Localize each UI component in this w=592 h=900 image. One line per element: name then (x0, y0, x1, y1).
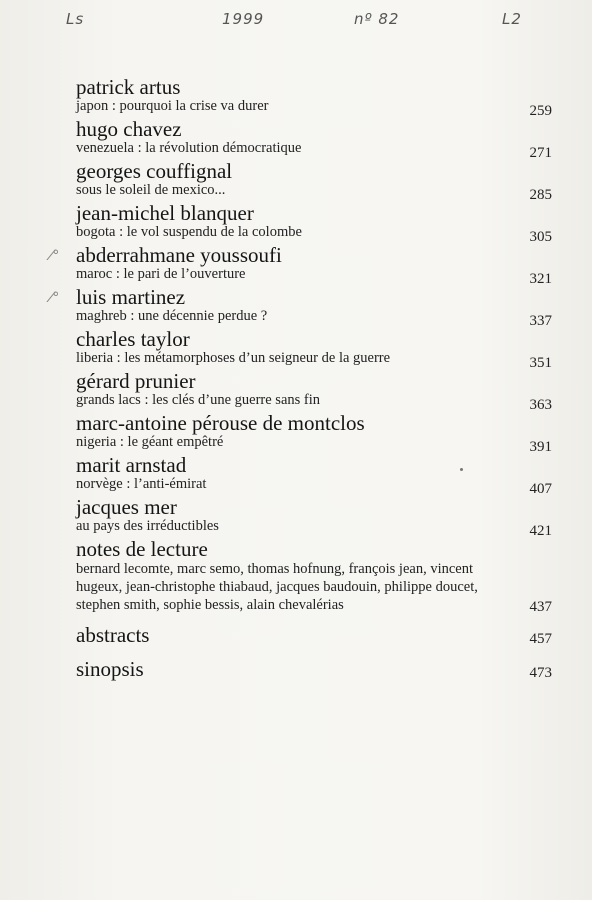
abstracts-heading: abstracts (76, 623, 150, 647)
toc-entry (76, 117, 552, 161)
sinopsis-heading: sinopsis (76, 657, 144, 681)
toc-title: maghreb : une décennie perdue ? (76, 308, 268, 324)
toc-entry-abstracts (76, 624, 552, 646)
toc-page-number: 457 (529, 631, 552, 647)
toc-title: nigeria : le géant empêtré (76, 434, 224, 450)
handwritten-note-c: nº 82 (354, 10, 400, 28)
toc-title: venezuela : la révolution démocratique (76, 140, 302, 156)
toc-title: maroc : le pari de l’ouverture (76, 266, 246, 282)
toc-entry (76, 201, 552, 245)
toc-author: georges couffignal (76, 159, 233, 183)
toc-title: bogota : le vol suspendu de la colombe (76, 224, 302, 240)
toc-page-number: 271 (529, 145, 552, 161)
toc-author: charles taylor (76, 327, 190, 351)
toc-page-number: 391 (529, 439, 552, 455)
paper-speck (460, 468, 463, 471)
toc-entry (76, 327, 552, 371)
margin-mark: ⁄° (50, 248, 60, 264)
toc-author: patrick artus (76, 75, 181, 99)
toc-page-number: 351 (529, 355, 552, 371)
notes-heading: notes de lecture (76, 537, 208, 561)
toc-page-number: 437 (529, 599, 552, 615)
toc-title: grands lacs : les clés d’une guerre sans fin (76, 392, 321, 408)
toc-entry (76, 369, 552, 413)
toc-author: luis martinez (76, 285, 186, 309)
toc-entry-sinopsis (76, 658, 552, 680)
margin-mark: ⁄° (50, 290, 60, 306)
toc-title: norvège : l’anti-émirat (76, 476, 207, 492)
toc-author: hugo chavez (76, 117, 182, 141)
toc-author: jacques mer (76, 495, 177, 519)
toc-page-number: 407 (529, 481, 552, 497)
toc-page-number: 421 (529, 523, 552, 539)
toc-page-number: 337 (529, 313, 552, 329)
toc-author: jean-michel blanquer (76, 201, 254, 225)
toc-entry (50, 243, 552, 287)
toc-entry (76, 75, 552, 119)
toc-entry (50, 285, 552, 329)
notes-contributors: bernard lecomte, marc semo, thomas hofnung, françois jean, vincent hugeux, jean-christophe thiabaud, jacques baudouin, philippe doucet, stephen smith, sophie bessis, alain chevalérias (76, 561, 478, 613)
toc-entry-notes (76, 538, 552, 614)
table-of-contents (50, 75, 552, 692)
toc-title: sous le soleil de mexico... (76, 182, 226, 198)
toc-author: marit arnstad (76, 453, 187, 477)
toc-page-number: 473 (529, 665, 552, 681)
handwritten-note-d: L2 (502, 10, 522, 28)
toc-page-number: 305 (529, 229, 552, 245)
toc-title: au pays des irréductibles (76, 518, 219, 534)
toc-author: abderrahmane youssoufi (76, 243, 282, 267)
handwritten-note-b: 1999 (222, 10, 265, 28)
toc-entry (76, 495, 552, 539)
toc-entry (76, 453, 552, 497)
toc-page-number: 321 (529, 271, 552, 287)
toc-author: gérard prunier (76, 369, 196, 393)
toc-author: marc-antoine pérouse de montclos (76, 411, 365, 435)
toc-entry (76, 411, 552, 455)
handwritten-note-a: Ls (66, 10, 85, 28)
toc-entry (76, 159, 552, 203)
toc-title: japon : pourquoi la crise va durer (76, 98, 269, 114)
toc-page-number: 285 (529, 187, 552, 203)
toc-title: liberia : les métamorphoses d’un seigneur de la guerre (76, 350, 391, 366)
toc-page-number: 363 (529, 397, 552, 413)
toc-page-number: 259 (529, 103, 552, 119)
